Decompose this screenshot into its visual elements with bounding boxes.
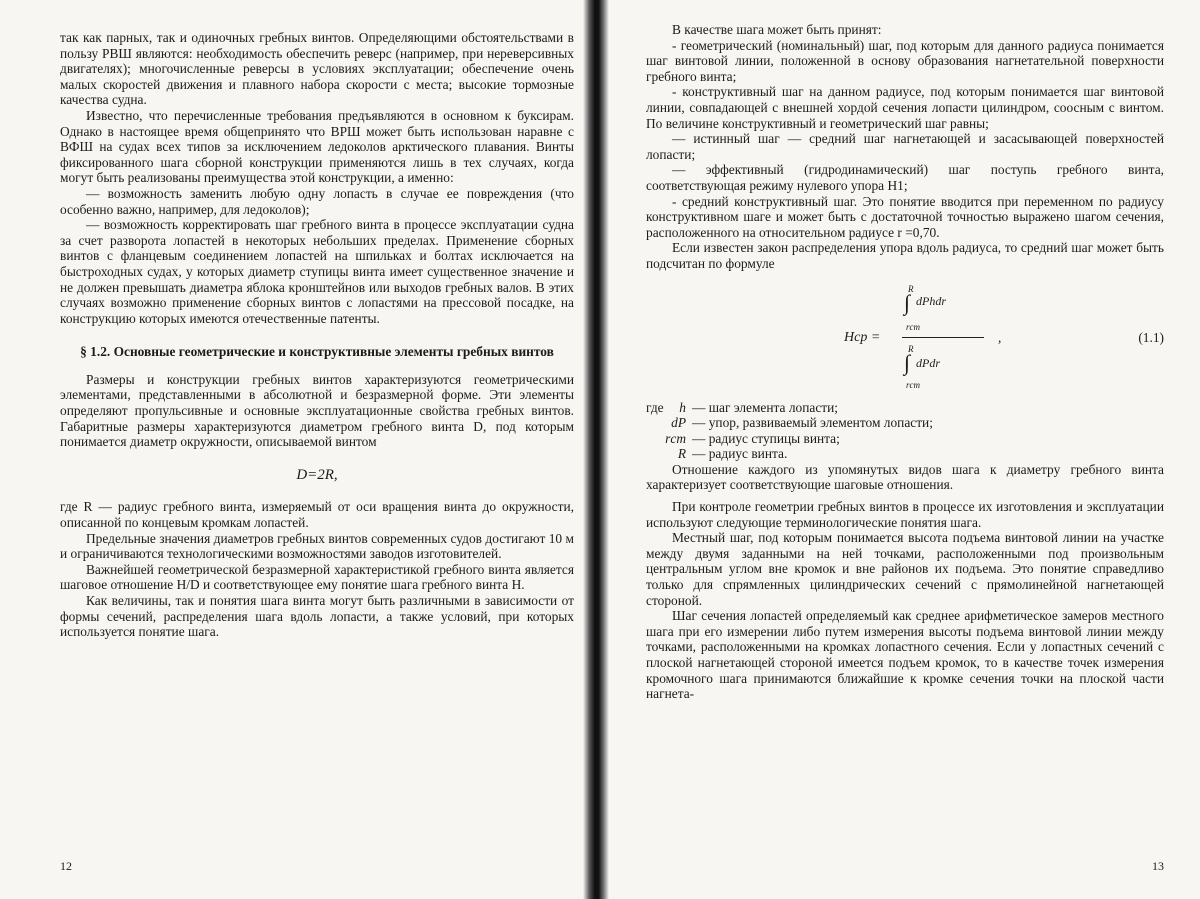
paragraph: Шаг сечения лопастей определяемый как среднее арифметическое замеров местного шага при его измерении либо путем измерения высоты подъема винтовой линии между точками, расположенными на кромках лопастного сечения. Если у лопастных сечений с плоской нагнетающей стороной имеется подъем кромок, то в качестве точек измерения кромочного шага принимаются ближайшие к кромке сечения точки на плоской части нагнета- (646, 608, 1164, 702)
symbol: R (677, 446, 686, 462)
list-item: — возможность заменить любую одну лопасть в случае ее повреждения (что особенно важно, например, для ледоколов); (60, 185, 574, 217)
fraction-bar (902, 337, 984, 338)
section-heading: § 1.2. Основные геометрические и конструктивные элементы гребных винтов (80, 344, 554, 360)
paragraph: Местный шаг, под которым понимается высота подъема винтовой линии на участке между двумя заданными на ней точками, расположенными под произвольным центральным углом вне кромок и вне районов их подъема. Это понятие справедливо только для спрямленных цилиндрических сечений с прямолинейной нагнетающей стороной. (646, 530, 1164, 608)
symbol: dP (671, 415, 686, 431)
equation-number: (1.1) (1138, 329, 1164, 345)
left-page (0, 0, 598, 899)
equation-comma: , (998, 329, 1002, 345)
list-item: - конструктивный шаг на данном радиусе, под которым понимается шаг винтовой линии, совпадающей с внешней хордой сечения лопасти цилиндром, соосным с винтом. По величине конструктивный и геометрический шаг равны; (646, 84, 1164, 131)
definition: — шаг элемента лопасти; (692, 399, 839, 415)
symbol: rст (665, 430, 686, 446)
page-number: 13 (1152, 859, 1164, 874)
where-word: где (646, 399, 664, 415)
paragraph: Как величины, так и понятия шага винта могут быть различными в зависимости от формы сечений, распределения шага вдоль лопасти, а также условий, при которых используется понятие шага. (60, 593, 574, 640)
upper-limit: R (908, 343, 914, 354)
definition: — радиус винта. (692, 446, 788, 462)
right-page (604, 0, 1200, 899)
page-number: 12 (60, 859, 72, 874)
lower-limit: rст (906, 321, 920, 332)
denominator: dPdr (916, 355, 940, 370)
equation-fraction (902, 282, 1012, 390)
paragraph: Предельные значения диаметров гребных винтов современных судов достигают 10 м и ограничиваются технологическими возможностями заводов изготовителей. (60, 530, 574, 562)
equation-lhs: Hср = (844, 329, 881, 345)
list-item: — эффективный (гидродинамический) шаг поступь гребного винта, соответствующая режиму нулевого упора H1; (646, 162, 1164, 193)
paragraph: Важнейшей геометрической безразмерной характеристикой гребного винта является шаговое отношение H/D и соответствующее ему понятие шага гребного винта H. (60, 561, 574, 593)
list-item: - средний конструктивный шаг. Это понятие вводится при переменном по радиусу конструктивном шаге и может быть с достаточной точностью выражено шагом сечения, расположенного на относительном радиусе r =0,70. (646, 193, 1164, 240)
where-definitions (646, 400, 1164, 462)
numerator: dPhdr (916, 293, 946, 308)
symbol: h (679, 399, 686, 415)
lower-limit: rст (906, 379, 920, 390)
paragraph: Известно, что перечисленные требования предъявляются в основном к буксирам. Однако в настоящее время общепринято что ВРШ может быть использован наравне с ВФШ на судах всех типов за исключением ледоколов арктического плавания. Винты фиксированного шага сборной конструкции применяются лишь в тех случаях, когда могут быть реализованы преимущества этой конструкции, а именно: (60, 107, 574, 186)
definition: — радиус ступицы винта; (692, 430, 840, 446)
paragraph: так как парных, так и одиночных гребных винтов. Определяющими обстоятельствами в пользу РВШ являются: необходимость обеспечить реверс (например, при нереверсивных двигателях); многочисленные реверсы в условиях эксплуатации; обеспечение очень малых скоростей движения и плавного набора скорости с места; высокие тормозные качества судна. (60, 30, 574, 108)
paragraph: Размеры и конструкции гребных винтов характеризуются геометрическими элементами, представленными в абсолютной и безразмерной форме. Эти элементы определяют пропульсивные и основные эксплуатационные свойства гребных винтов. Габаритные размеры характеризуются диаметром гребного винта D, под которым понимается диаметр окружности, описываемой винтом (60, 371, 574, 450)
integral-sign: ∫ (904, 349, 911, 375)
paragraph: В качестве шага может быть принят: (672, 22, 882, 37)
paragraph: При контроле геометрии гребных винтов в процессе их изготовления и эксплуатации используют следующие терминологические понятия шага. (646, 499, 1164, 530)
list-item: — возможность корректировать шаг гребного винта в процессе эксплуатации судна за счет разворота лопастей в некоторых небольших пределах. Применение сборных винтов с фланцевым соединением лопастей на шпильках и болтах исключается на быстроходных судах, у которых диаметр ступицы винта имеет существенное значение и не должен превышать диаметра яблока кронштейнов или выходов гребных валов. В этих случаях возможно применение сборных винтов с лопастями на прессовой посадке, на конструкцию которых имеются отечественные патенты. (60, 217, 574, 326)
list-item: - геометрический (номинальный) шаг, под которым для данного радиуса понимается шаг винтовой линии, положенной в основу образования нагнетательной поверхности гребного винта; (646, 37, 1164, 84)
formula-diameter: D=2R, (296, 466, 338, 483)
paragraph: Отношение каждого из упомянутых видов шага к диаметру гребного винта характеризует соответствующие шаговые отношения. (646, 461, 1164, 493)
list-item: — истинный шаг — средний шаг нагнетающей и засасывающей поверхностей лопасти; (646, 131, 1164, 162)
integral-sign: ∫ (904, 289, 911, 315)
definition: — упор, развиваемый элементом лопасти; (692, 415, 933, 431)
equation-mean-pitch (646, 276, 1164, 394)
upper-limit: R (908, 283, 914, 294)
paragraph: Если известен закон распределения упора вдоль радиуса, то средний шаг может быть подсчитан по формуле (646, 240, 1164, 271)
paragraph: где R — радиус гребного винта, измеряемый от оси вращения винта до окружности, описанной по концевым кромкам лопастей. (60, 499, 574, 531)
